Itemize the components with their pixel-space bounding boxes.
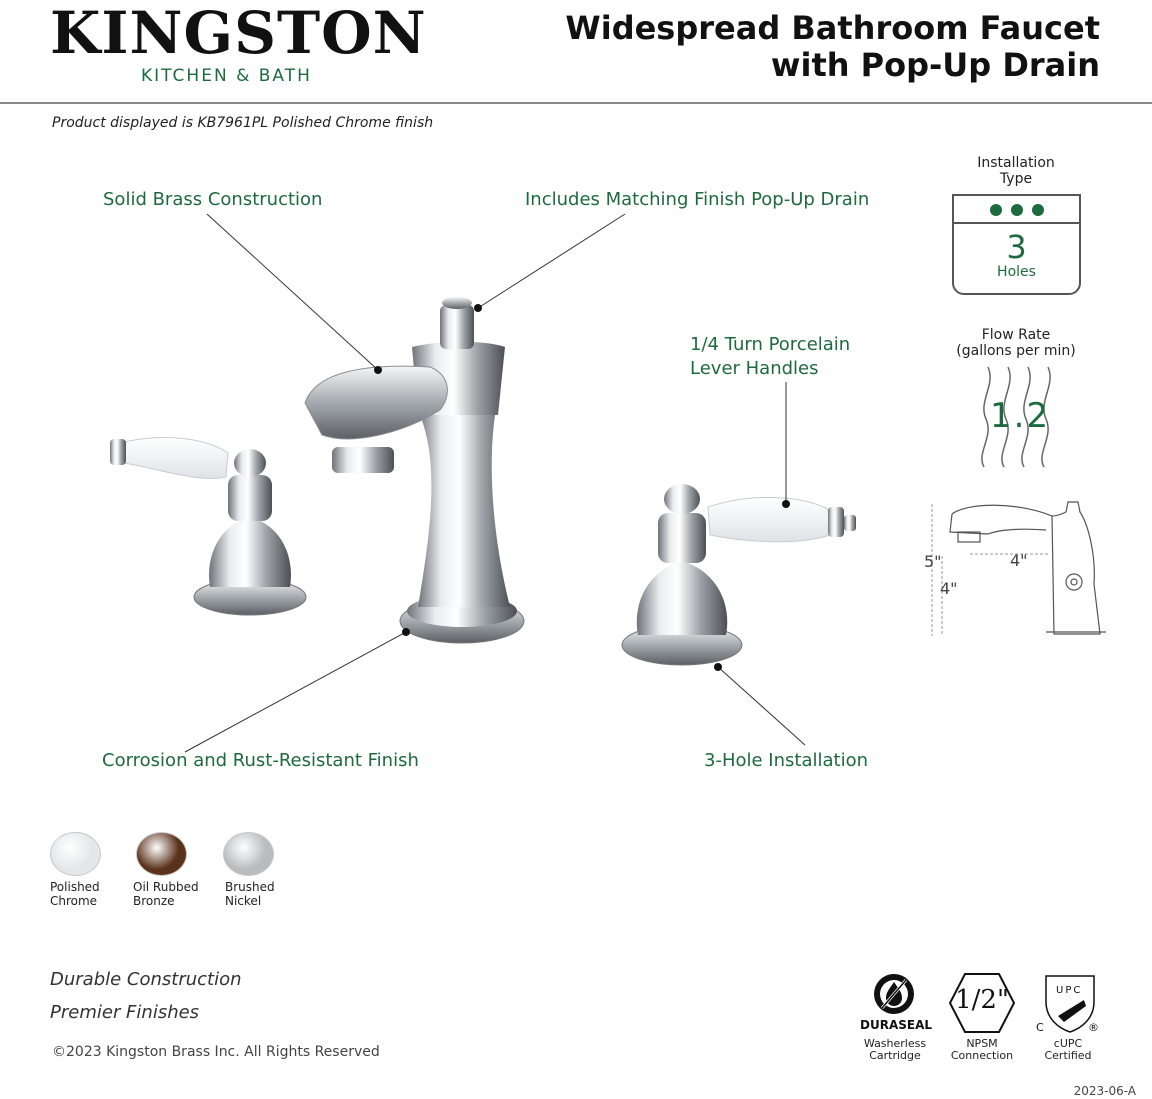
swatch-label-line-2: Bronze bbox=[133, 894, 175, 908]
leader-installation bbox=[718, 667, 805, 745]
callout-pop-up-drain: Includes Matching Finish Pop-Up Drain bbox=[525, 189, 870, 210]
feature-durable: Durable Construction bbox=[50, 969, 242, 990]
flow-rate-label-line-2: (gallons per min) bbox=[956, 343, 1076, 359]
no-washer-icon bbox=[870, 972, 918, 1018]
callout-corrosion: Corrosion and Rust-Resistant Finish bbox=[102, 750, 419, 771]
callout-handles-line-2: Lever Handles bbox=[690, 358, 819, 379]
install-type-label-line-2: Type bbox=[999, 171, 1033, 187]
holes-icon-divider bbox=[954, 222, 1079, 224]
swatch-label-line-1: Polished bbox=[50, 880, 100, 894]
flow-rate-label-line-1: Flow Rate bbox=[981, 327, 1051, 343]
callout-dot-handles bbox=[782, 500, 790, 508]
title-line-2: with Pop-Up Drain bbox=[770, 46, 1100, 84]
dim-spout: 4" bbox=[940, 579, 958, 598]
hole-dot-icon bbox=[990, 204, 1002, 216]
install-type-label-line-1: Installation bbox=[977, 155, 1055, 171]
swatch-label-line-1: Brushed bbox=[225, 880, 275, 894]
duraseal-label-line-1: Washerless bbox=[863, 1037, 927, 1050]
hole-dot-icon bbox=[1032, 204, 1044, 216]
duraseal-wordmark: DURASEAL bbox=[860, 1018, 933, 1032]
swatch-label-polished-chrome bbox=[50, 880, 100, 908]
swatch-brushed-nickel[interactable] bbox=[223, 832, 274, 876]
leader-solid-brass bbox=[207, 214, 378, 370]
callout-installation: 3-Hole Installation bbox=[704, 750, 868, 771]
duraseal-label-line-2: Cartridge bbox=[869, 1049, 921, 1062]
upc-text: UPC bbox=[1056, 985, 1083, 996]
upc-label bbox=[1034, 1038, 1102, 1062]
flow-rate-label bbox=[946, 327, 1086, 359]
brand-logo: KINGSTON bbox=[50, 0, 427, 67]
holes-icon bbox=[952, 194, 1081, 295]
dim-height: 5" bbox=[924, 552, 942, 571]
callout-solid-brass: Solid Brass Construction bbox=[103, 189, 323, 210]
npsm-value: 1/2" bbox=[955, 985, 1009, 1015]
callout-handles bbox=[690, 333, 850, 381]
callout-dot-corrosion bbox=[402, 628, 410, 636]
dim-reach: 4" bbox=[1010, 551, 1028, 570]
swatch-polished-chrome[interactable] bbox=[50, 832, 101, 876]
upc-registered-mark: ® bbox=[1088, 1021, 1099, 1034]
swatch-label-line-2: Nickel bbox=[225, 894, 262, 908]
feature-finishes: Premier Finishes bbox=[50, 1002, 200, 1023]
upc-label-line-1: cUPC bbox=[1053, 1037, 1083, 1050]
npsm-label-line-2: Connection bbox=[950, 1049, 1014, 1062]
swatch-label-line-1: Oil Rubbed bbox=[133, 880, 199, 894]
holes-number: 3 bbox=[1006, 228, 1027, 266]
upc-label-line-2: Certified bbox=[1044, 1049, 1092, 1062]
install-type-label bbox=[955, 155, 1077, 187]
swatch-label-line-2: Chrome bbox=[50, 894, 98, 908]
copyright: ©2023 Kingston Brass Inc. All Rights Reserved bbox=[52, 1044, 380, 1060]
upc-c-mark: C bbox=[1036, 1021, 1044, 1034]
callout-dot-installation bbox=[714, 663, 722, 671]
leader-pop-up-drain bbox=[478, 214, 625, 308]
product-caption: Product displayed is KB7961PL Polished Chrome finish bbox=[52, 115, 434, 131]
hole-dot-icon bbox=[1011, 204, 1023, 216]
npsm-label bbox=[940, 1038, 1024, 1062]
holes-word: Holes bbox=[997, 264, 1036, 280]
revision-code: 2023-06-A bbox=[1073, 1084, 1136, 1098]
title-line-1: Widespread Bathroom Faucet bbox=[565, 9, 1100, 47]
swatch-oil-rubbed-bronze[interactable] bbox=[136, 832, 187, 876]
callout-handles-line-1: 1/4 Turn Porcelain bbox=[690, 334, 851, 355]
npsm-label-line-1: NPSM bbox=[966, 1037, 998, 1050]
callout-dot-pop-up-drain bbox=[474, 304, 482, 312]
duraseal-label bbox=[856, 1038, 934, 1062]
swatch-label-brushed-nickel bbox=[225, 880, 275, 908]
flow-rate-value: 1.2 bbox=[990, 396, 1051, 436]
leader-corrosion bbox=[185, 632, 406, 752]
callout-dot-solid-brass bbox=[374, 366, 382, 374]
brand-subtitle: KITCHEN & BATH bbox=[141, 66, 312, 86]
swatch-label-oil-rubbed-bronze bbox=[133, 880, 199, 908]
